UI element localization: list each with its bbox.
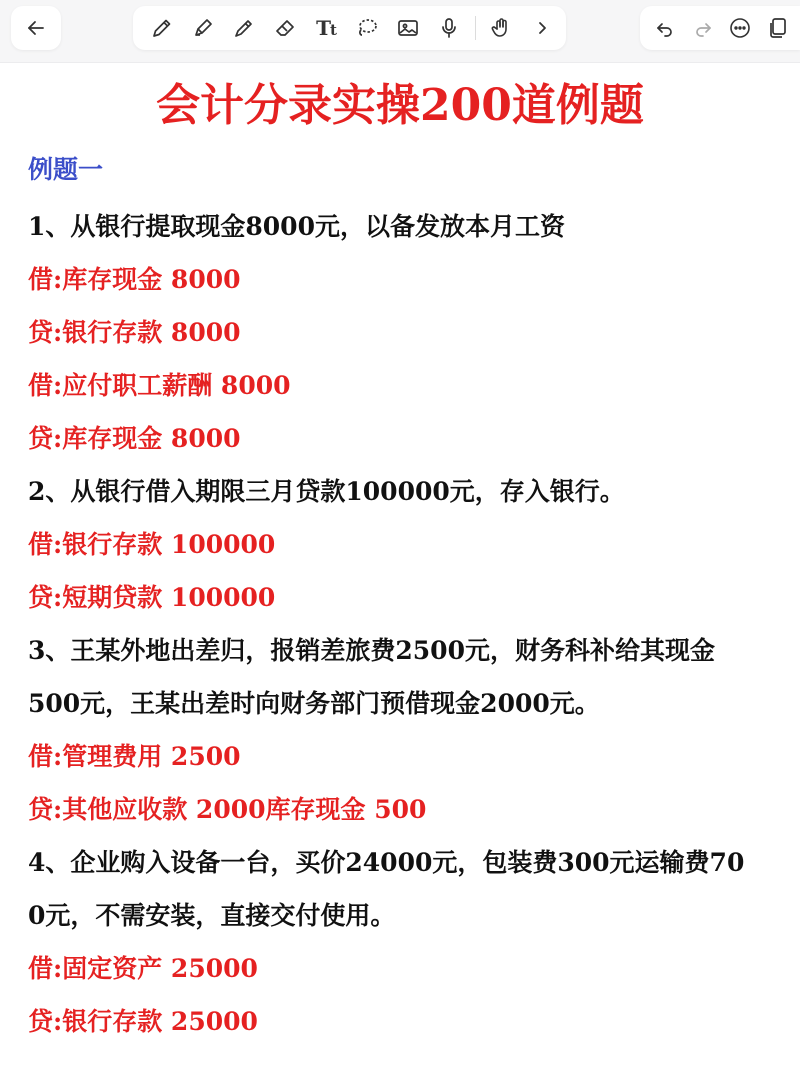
arrow-left-icon xyxy=(19,11,53,45)
toolbar-divider xyxy=(475,16,476,40)
drawing-tools xyxy=(133,6,566,50)
entry-line: 贷:其他应收款 2000库存现金 500 xyxy=(28,795,427,824)
entry-line: 借:银行存款 100000 xyxy=(28,530,276,559)
question-line: 1、从银行提取现金8000元，以备发放本月工资 xyxy=(28,212,565,241)
highlighter-icon[interactable] xyxy=(227,11,261,45)
question-line: 3、王某外地出差归，报销差旅费2500元，财务科补给其现金 xyxy=(28,636,715,665)
text-tool-icon[interactable]: Tt xyxy=(316,16,336,40)
entry-line: 贷:银行存款 8000 xyxy=(28,318,241,347)
entry-line: 贷:短期贷款 100000 xyxy=(28,583,276,612)
entry-line: 借:应付职工薪酬 8000 xyxy=(28,371,291,400)
pages-icon[interactable] xyxy=(763,11,794,45)
redo-icon[interactable] xyxy=(688,11,719,45)
back-button[interactable] xyxy=(11,6,61,50)
question-line: 500元，王某出差时向财务部门预借现金2000元。 xyxy=(28,689,600,718)
entry-line: 贷:银行存款 25000 xyxy=(28,1007,258,1036)
document-title: 会计分录实操200道例题 xyxy=(156,80,644,131)
entry-line: 贷:库存现金 8000 xyxy=(28,424,241,453)
chevron-right-icon[interactable] xyxy=(525,11,559,45)
image-icon[interactable] xyxy=(391,11,425,45)
hand-icon[interactable] xyxy=(484,11,518,45)
undo-icon[interactable] xyxy=(650,11,681,45)
entry-line: 借:固定资产 25000 xyxy=(28,954,258,983)
entry-line: 借:管理费用 2500 xyxy=(28,742,241,771)
history-tools xyxy=(640,6,800,50)
eraser-icon[interactable] xyxy=(268,11,302,45)
section-label: 例题一 xyxy=(28,155,104,184)
lasso-icon[interactable] xyxy=(350,11,384,45)
question-line: 2、从银行借入期限三月贷款100000元，存入银行。 xyxy=(28,477,625,506)
top-toolbar xyxy=(0,0,800,63)
note-lines xyxy=(28,204,788,1052)
question-line: 4、企业购入设备一台，买价24000元，包装费300元运输费70 xyxy=(28,848,745,877)
more-icon[interactable] xyxy=(725,11,756,45)
entry-line: 借:库存现金 8000 xyxy=(28,265,241,294)
marker-icon[interactable] xyxy=(186,11,220,45)
microphone-icon[interactable] xyxy=(432,11,466,45)
question-line: 0元，不需安装，直接交付使用。 xyxy=(28,901,396,930)
pencil-icon[interactable] xyxy=(145,11,179,45)
